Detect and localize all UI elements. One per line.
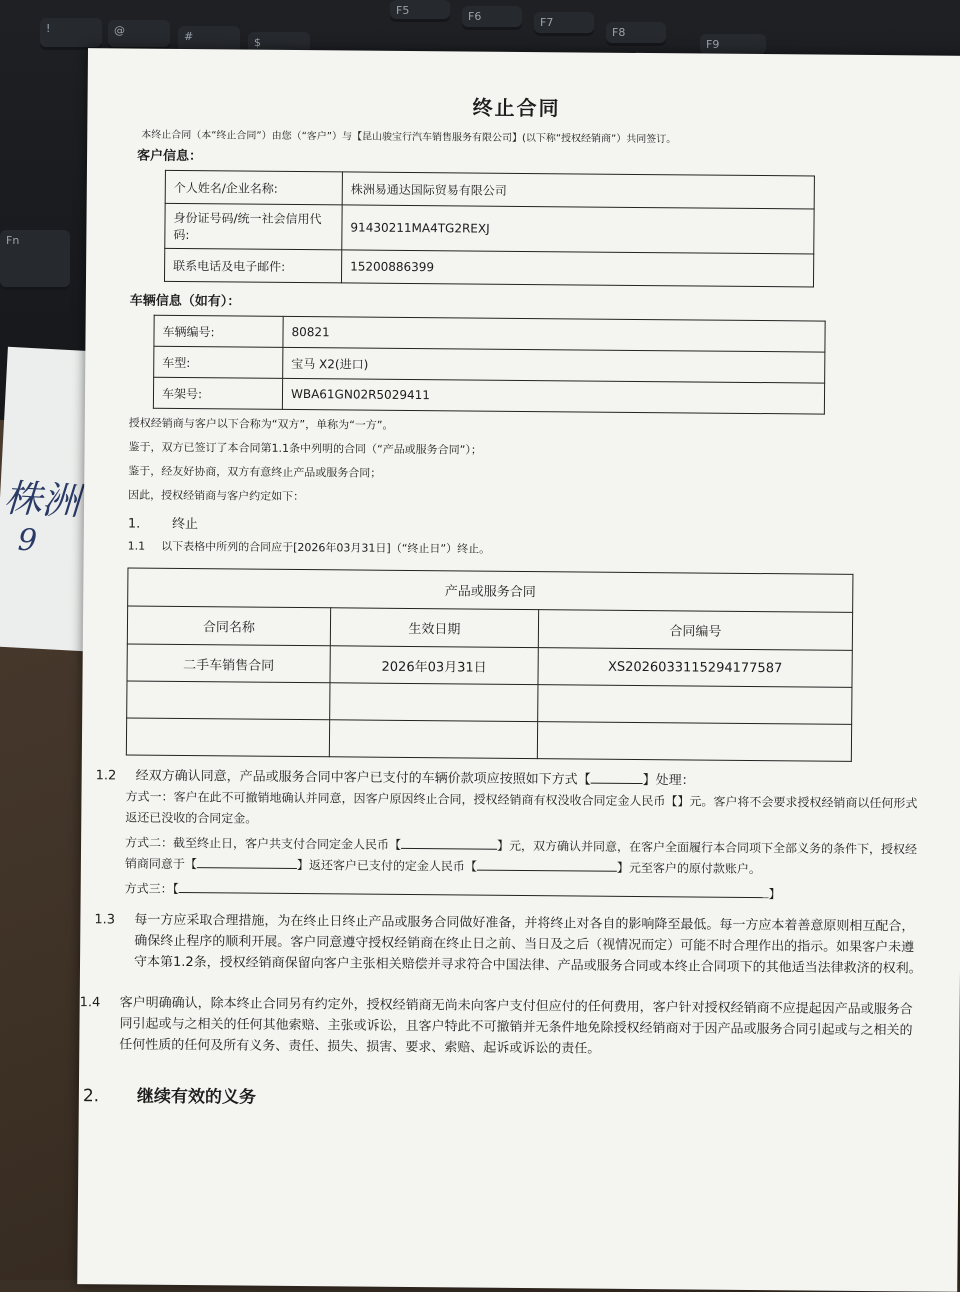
clause-1-1-text: 以下表格中所列的合同应于[2026年03月31日]（“终止日”）终止。 [161, 539, 491, 556]
section-2-number: 2. [82, 1086, 100, 1107]
key-f8: F8 [606, 22, 666, 46]
table-row [127, 644, 852, 687]
vehicle-vin-label: 车架号: [153, 377, 282, 409]
clause-1-1 [128, 538, 928, 561]
customer-name-label: 个人姓名/企业名称: [165, 170, 342, 205]
customer-contact-label: 联系电话及电子邮件: [164, 248, 341, 283]
blank-field [197, 867, 297, 869]
table-cell [126, 718, 329, 757]
option-2-text-b: 】元，双方确认并同意，在客户全面履行本合同项下全部义务的条件下，授权经销商同意于【 [124, 838, 918, 872]
section-1-heading [128, 513, 928, 539]
table-row [127, 681, 852, 724]
column-header-effective-date: 生效日期 [330, 608, 538, 648]
vehicle-number-label: 车辆编号: [154, 315, 283, 347]
parties-definition: 授权经销商与客户以下合称为“双方”，单称为“一方”。 [128, 416, 394, 432]
table-row [153, 377, 824, 414]
section-2-heading [83, 1081, 923, 1113]
key-fn: Fn [0, 230, 70, 290]
table-row [126, 718, 851, 761]
table-header-row [127, 606, 852, 650]
section-1-number: 1. [127, 516, 141, 532]
clause-1-1-number: 1.1 [127, 539, 146, 553]
handwriting-note: 株洲 [2, 475, 82, 524]
vehicle-vin-value: WBA61GN02R5029411 [282, 378, 824, 414]
intro-text: 本终止合同（本“终止合同”）由您（“客户”）与【昆山骏宝行汽车销售服务有限公司】(以下称“授权经销商”）共同签订。 [141, 129, 677, 146]
agreement-lead-in: 因此，授权经销商与客户约定如下： [128, 488, 305, 504]
contract-table-caption: 产品或服务合同 [128, 568, 853, 612]
blank-field [477, 870, 617, 872]
vehicle-info-table [153, 315, 826, 415]
option-2-text-a: 方式二：截至终止日，客户共支付合同定金人民币【 [125, 835, 402, 852]
section-2-title: 继续有效的义务 [136, 1086, 256, 1108]
key-f9: F9 [700, 34, 766, 58]
recital-2: 鉴于，经友好协商，双方有意终止产品或服务合同； [128, 464, 382, 480]
effective-date-cell: 2026年03月31日 [330, 646, 538, 685]
vehicle-model-value: 宝马 X2(进口) [283, 347, 825, 383]
table-cell [127, 681, 330, 720]
section-1-title: 终止 [171, 516, 199, 533]
clause-1-4 [79, 992, 924, 1062]
contract-name-cell: 二手车销售合同 [127, 644, 330, 683]
clause-1-4-text: 客户明确确认，除本终止合同另有约定外，授权经销商无尚未向客户支付但应付的任何费用，客户针对授权经销商不应提起因产品或服务合同引起或与之相关的任何其他索赔、主张或诉讼，且客户特此不可撤销并无条件地免除授权经销商对于因产品或服务合同引起或与之相关的任何性质的任何及所有义务、责任、损失、损害、要求、索赔、起诉或诉讼的责任。 [119, 995, 913, 1057]
clause-1-2-number: 1.2 [95, 768, 117, 784]
customer-id-label: 身份证号码/统一社会信用代码: [165, 203, 342, 250]
vehicle-number-value: 80821 [283, 316, 825, 352]
contract-list-table [126, 568, 854, 762]
blank-field [179, 892, 769, 898]
termination-contract-page [77, 48, 960, 1292]
customer-info-heading: 客户信息： [137, 148, 203, 165]
table-cell [538, 685, 852, 725]
column-header-contract-name: 合同名称 [127, 606, 330, 646]
table-row [165, 203, 814, 254]
column-header-contract-number: 合同编号 [538, 610, 852, 651]
clause-1-3-number: 1.3 [94, 912, 116, 928]
table-row [164, 248, 813, 287]
option-2-text-c: 】返还客户已支付的定金人民币【 [296, 858, 477, 874]
key-dollar: $ [248, 32, 310, 58]
customer-name-value: 株洲易通达国际贸易有限公司 [342, 172, 814, 209]
clause-1-2-text-end: 】处理： [642, 773, 695, 789]
customer-id-value: 91430211MA4TG2REXJ [342, 205, 814, 254]
vehicle-info-heading: 车辆信息（如有）： [129, 293, 241, 310]
key-hash: # [178, 26, 240, 56]
clause-1-4-number: 1.4 [79, 995, 101, 1011]
blank-field [401, 848, 497, 850]
option-1: 方式一：客户在此不可撤销地确认并同意，因客户原因终止合同，授权经销商有权没收合同定金人民币【】元。客户将不会要求授权经销商以任何形式返还已没收的合同定金。 [125, 789, 918, 826]
recital-1: 鉴于，双方已签订了本合同第1.1条中列明的合同（“产品或服务合同”）； [128, 440, 482, 457]
vehicle-model-label: 车型: [154, 346, 283, 378]
option-2 [95, 832, 925, 881]
key-at: @ [108, 20, 170, 50]
clause-1-2-text: 经双方确认同意，产品或服务合同中客户已支付的车辆价款项应按照如下方式【 [135, 768, 591, 788]
clause-1-2 [95, 765, 926, 906]
clause-1-3 [94, 909, 925, 979]
key-f5: F5 [390, 0, 450, 22]
document-title: 终止合同 [472, 95, 561, 121]
table-cell [537, 722, 851, 762]
option-2-text-d: 】元至客户的原付款账户。 [616, 860, 761, 877]
customer-contact-value: 15200886399 [341, 250, 813, 287]
blank-field [591, 783, 643, 784]
table-cell [330, 683, 538, 722]
option-3 [95, 878, 925, 906]
clause-1-3-text: 每一方应采取合理措施，为在终止日终止产品或服务合同做好准备，并将终止对各自的影响降至最低。每一方应本着善意原则相互配合，确保终止程序的顺利开展。客户同意遵守授权经销商在终止日之前、当日及之后（视情况而定）可能不时合理作出的指示。如果客户未遵守本第1.2条，授权经销商保留向客户主张相关赔偿并寻求符合中国法律、产品或服务合同或本终止合同项下的其他适当法律救济的权利。 [133, 912, 922, 977]
table-caption-row [128, 568, 853, 612]
key-excl: ! [40, 18, 102, 50]
customer-info-table [164, 170, 815, 288]
key-f6: F6 [462, 6, 522, 30]
contract-number-cell: XS2026033115294177587 [538, 648, 852, 688]
option-3-text-a: 方式三：【 [124, 881, 179, 896]
option-3-text-b: 】 [768, 887, 781, 902]
key-f7: F7 [534, 12, 594, 36]
handwriting-note-2: 9 [16, 522, 38, 559]
table-cell [329, 720, 537, 759]
